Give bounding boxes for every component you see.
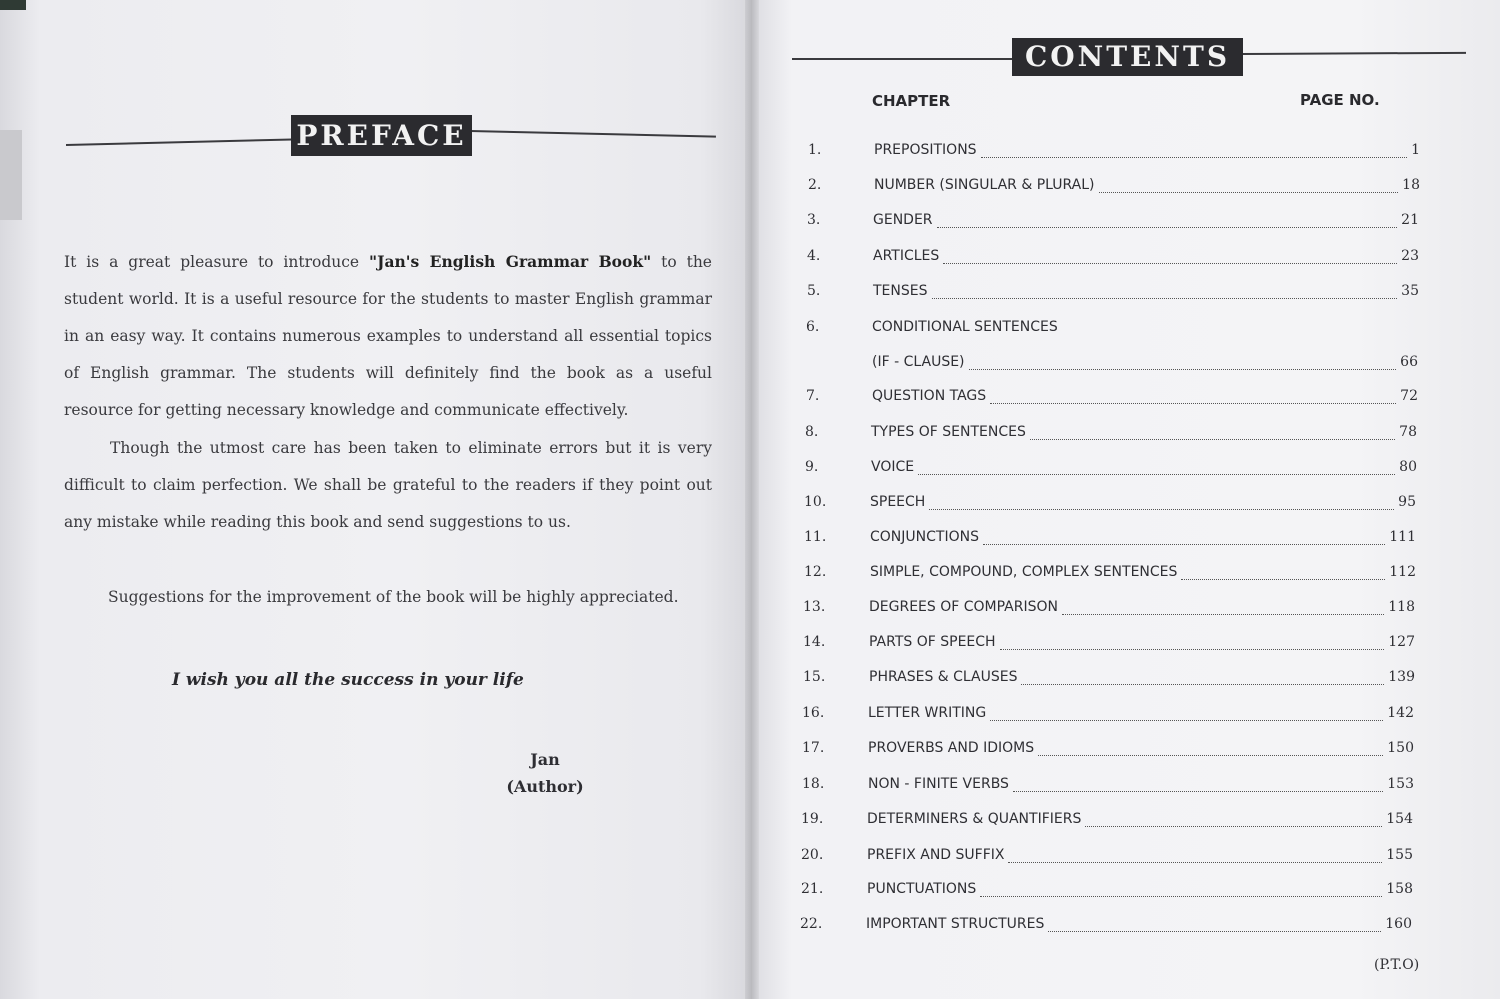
toc-row <box>801 811 1413 833</box>
toc-page-number: 35 <box>1401 283 1419 299</box>
toc-row <box>802 705 1414 727</box>
toc-chapter-number: 10. <box>804 494 827 510</box>
toc-page-number: 21 <box>1401 212 1419 228</box>
toc-chapter-title: PARTS OF SPEECH <box>869 634 996 650</box>
toc-leader-dots <box>980 896 1382 897</box>
toc-page-number: 112 <box>1389 564 1416 580</box>
chapter-header: CHAPTER <box>872 92 951 110</box>
toc-row <box>803 669 1415 691</box>
toc-page-number: 23 <box>1401 248 1419 264</box>
toc-chapter-title: ARTICLES <box>873 248 940 264</box>
toc-row <box>805 424 1417 446</box>
page-no-header: PAGE NO. <box>1300 91 1380 109</box>
preface-paragraph-3: Suggestions for the improvement of the book will be highly appreciated. <box>108 588 679 606</box>
signature-name: Jan <box>530 750 560 769</box>
toc-leader-dots <box>990 403 1396 404</box>
toc-chapter-title: VOICE <box>871 459 915 475</box>
toc-chapter-title: GENDER <box>873 212 933 228</box>
book-gutter <box>745 0 759 999</box>
toc-chapter-title: DEGREES OF COMPARISON <box>869 599 1058 615</box>
toc-leader-dots <box>937 227 1397 228</box>
toc-leader-dots <box>918 474 1395 475</box>
preface-wish: I wish you all the success in your life <box>172 670 524 690</box>
toc-row <box>808 142 1420 164</box>
toc-chapter-title: PREFIX AND SUFFIX <box>867 847 1005 863</box>
toc-row <box>806 319 1418 341</box>
toc-chapter-title: TENSES <box>873 283 928 299</box>
toc-row <box>803 634 1415 656</box>
toc-chapter-number: 12. <box>804 564 827 580</box>
toc-chapter-number: 11. <box>804 529 827 545</box>
toc-chapter-number: 21. <box>801 881 824 897</box>
toc-chapter-number: 8. <box>805 424 819 440</box>
toc-chapter-number: 19. <box>801 811 824 827</box>
toc-row <box>806 388 1418 410</box>
toc-chapter-title: (IF - CLAUSE) <box>872 354 965 370</box>
toc-chapter-number: 22. <box>800 916 823 932</box>
toc-row <box>806 354 1418 376</box>
toc-chapter-number: 14. <box>803 634 826 650</box>
toc-chapter-title: QUESTION TAGS <box>872 388 987 404</box>
toc-chapter-title: CONJUNCTIONS <box>870 529 979 545</box>
toc-row <box>800 916 1412 938</box>
toc-chapter-number: 9. <box>805 459 819 475</box>
signature-role: (Author) <box>506 777 584 796</box>
toc-leader-dots <box>929 509 1394 510</box>
corner-mark <box>0 0 26 10</box>
toc-row <box>808 177 1420 199</box>
toc-page-number: 142 <box>1387 705 1414 721</box>
toc-chapter-number: 18. <box>802 776 825 792</box>
toc-page-number: 127 <box>1388 634 1415 650</box>
toc-page-number: 158 <box>1386 881 1413 897</box>
preface-intro-text: It is a great pleasure to introduce <box>64 253 370 271</box>
toc-chapter-title: DETERMINERS & QUANTIFIERS <box>867 811 1082 827</box>
toc-page-number: 1 <box>1411 142 1420 158</box>
toc-page-number: 78 <box>1399 424 1417 440</box>
toc-chapter-number: 2. <box>808 177 822 193</box>
contents-title: CONTENTS <box>1012 38 1243 76</box>
toc-chapter-title: CONDITIONAL SENTENCES <box>872 319 1058 335</box>
toc-row <box>804 564 1416 586</box>
toc-row <box>804 529 1416 551</box>
toc-chapter-number: 17. <box>802 740 825 756</box>
toc-page-number: 66 <box>1400 354 1418 370</box>
toc-chapter-number: 4. <box>807 248 821 264</box>
pto-note: (P.T.O) <box>1374 957 1420 973</box>
toc-chapter-title: PREPOSITIONS <box>874 142 977 158</box>
toc-leader-dots <box>1038 755 1383 756</box>
preface-paragraph-2: Though the utmost care has been taken to eliminate errors but it is very difficult to claim perfection. We shall be grateful to the readers if they point out any mistake while reading this book and send suggestions to us. <box>64 439 712 531</box>
contents-rule-left <box>792 58 1014 60</box>
toc-chapter-title: IMPORTANT STRUCTURES <box>866 916 1045 932</box>
toc-leader-dots <box>1062 614 1384 615</box>
toc-page-number: 155 <box>1386 847 1413 863</box>
toc-chapter-number: 1. <box>808 142 822 158</box>
toc-page-number: 150 <box>1387 740 1414 756</box>
preface-intro-rest: to the student world. It is a useful resource for the students to master English grammar in an easy way. It contains numerous examples to understand all essential topics of English grammar. The students will definitely find the book as a useful resource for getting necessary knowledge and communicate effectively. <box>64 253 712 419</box>
toc-leader-dots <box>981 157 1407 158</box>
toc-row <box>805 459 1417 481</box>
preface-paragraph-1 <box>64 243 712 429</box>
toc-chapter-title: LETTER WRITING <box>868 705 987 721</box>
toc-row <box>804 494 1416 516</box>
toc-leader-dots <box>983 544 1385 545</box>
toc-page-number: 80 <box>1399 459 1417 475</box>
toc-chapter-title: NON - FINITE VERBS <box>868 776 1009 792</box>
toc-leader-dots <box>1085 826 1382 827</box>
toc-page-number: 95 <box>1398 494 1416 510</box>
toc-chapter-number: 13. <box>803 599 826 615</box>
toc-leader-dots <box>1008 862 1382 863</box>
toc-page-number: 111 <box>1389 529 1416 545</box>
toc-chapter-number: 15. <box>803 669 826 685</box>
toc-row <box>807 248 1419 270</box>
toc-leader-dots <box>1013 791 1383 792</box>
toc-leader-dots <box>943 263 1397 264</box>
toc-page-number: 18 <box>1402 177 1420 193</box>
toc-leader-dots <box>1030 439 1395 440</box>
toc-leader-dots <box>1048 931 1381 932</box>
toc-chapter-title: NUMBER (SINGULAR & PLURAL) <box>874 177 1095 193</box>
toc-row <box>802 740 1414 762</box>
toc-row <box>807 212 1419 234</box>
toc-chapter-title: PROVERBS AND IDIOMS <box>868 740 1035 756</box>
toc-leader-dots <box>1021 684 1384 685</box>
toc-chapter-number: 7. <box>806 388 820 404</box>
toc-leader-dots <box>1181 579 1385 580</box>
toc-chapter-title: PUNCTUATIONS <box>867 881 977 897</box>
toc-chapter-title: SIMPLE, COMPOUND, COMPLEX SENTENCES <box>870 564 1178 580</box>
toc-chapter-number: 5. <box>807 283 821 299</box>
toc-leader-dots <box>990 720 1383 721</box>
toc-chapter-number: 20. <box>801 847 824 863</box>
toc-chapter-title: PHRASES & CLAUSES <box>869 669 1018 685</box>
toc-leader-dots <box>969 369 1396 370</box>
toc-chapter-number: 3. <box>807 212 821 228</box>
toc-page-number: 160 <box>1385 916 1412 932</box>
toc-leader-dots <box>1099 192 1398 193</box>
toc-page-number: 139 <box>1388 669 1415 685</box>
toc-row <box>802 776 1414 798</box>
toc-page-number: 154 <box>1386 811 1413 827</box>
toc-row <box>801 847 1413 869</box>
page-edge-mark <box>0 130 22 220</box>
toc-page-number: 153 <box>1387 776 1414 792</box>
toc-row <box>807 283 1419 305</box>
toc-chapter-title: SPEECH <box>870 494 926 510</box>
toc-row <box>803 599 1415 621</box>
preface-title: PREFACE <box>291 115 472 156</box>
toc-chapter-number: 6. <box>806 319 820 335</box>
toc-leader-dots <box>932 298 1397 299</box>
toc-chapter-title: TYPES OF SENTENCES <box>871 424 1026 440</box>
toc-page-number: 118 <box>1388 599 1415 615</box>
toc-row <box>801 881 1413 903</box>
toc-page-number: 72 <box>1400 388 1418 404</box>
toc-chapter-number: 16. <box>802 705 825 721</box>
toc-leader-dots <box>1000 649 1384 650</box>
book-name: "Jan's English Grammar Book" <box>369 252 652 271</box>
